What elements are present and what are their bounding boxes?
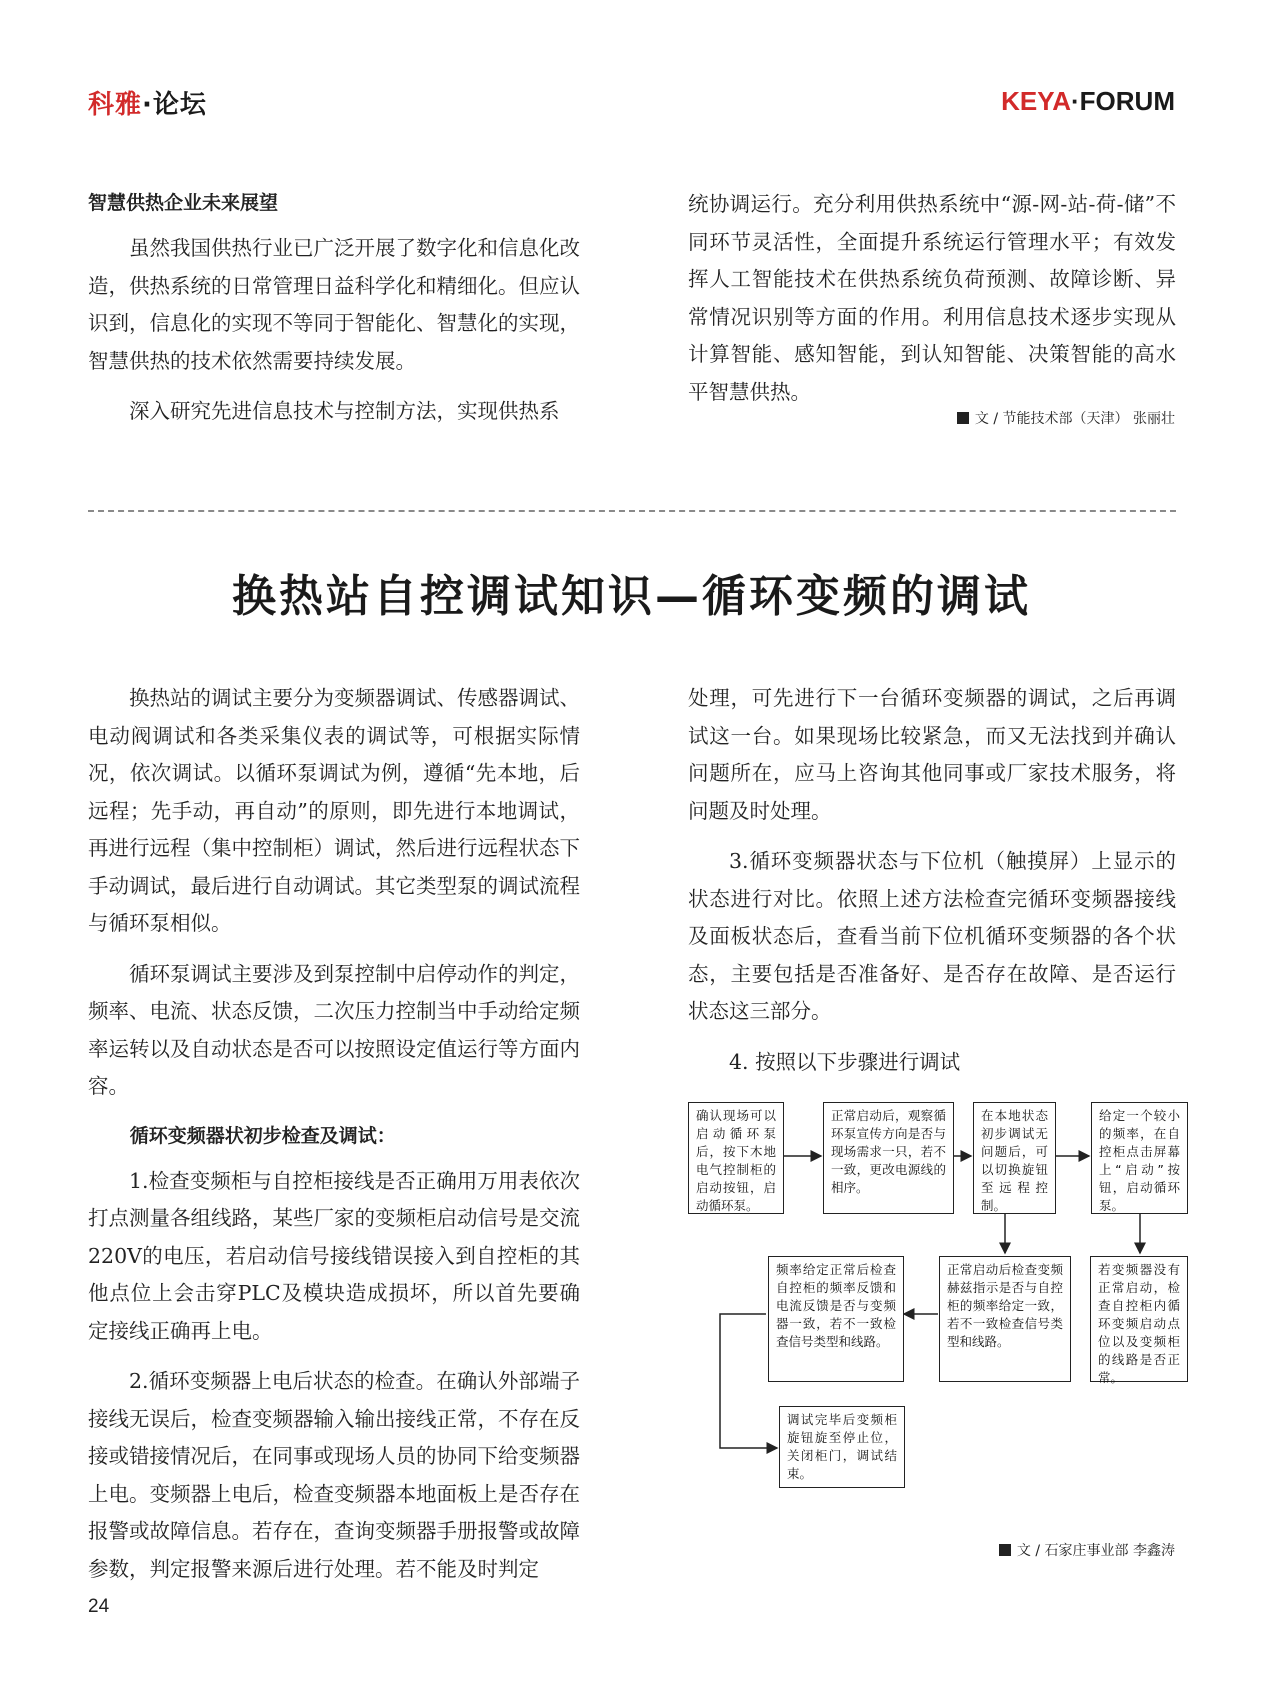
flow-step-6: 正常启动后检查变频赫兹指示是否与自控柜的频率给定一致，若不一致检查信号类型和线路。	[939, 1256, 1071, 1382]
masthead-brand-cn: 科雅	[88, 90, 143, 120]
article1-paragraph: 深入研究先进信息技术与控制方法，实现供热系	[129, 399, 560, 423]
masthead-section-en: ·FORUM	[1071, 86, 1175, 116]
article1-byline	[957, 408, 1175, 428]
article2-paragraph: 换热站的调试主要分为变频器调试、传感器调试、电动阀调试和各类采集仪表的调试等，可根据实际情况，依次调试。以循环泵调试为例，遵循“先本地，后远程；先手动，再自动”的原则，即先进行本地调试，再进行远程（集中控制柜）调试，然后进行远程状态下手动调试，最后进行自动调试。其它类型泵的调试流程与循环泵相似。	[88, 686, 580, 935]
byline-square-icon	[999, 1544, 1011, 1556]
article2-paragraph: 2.循环变频器上电后状态的检查。在确认外部端子接线无误后，检查变频器输入输出接线正常，不存在反接或错接情况后，在同事或现场人员的协同下给变频器上电。变频器上电后，检查变频器本地面板上是否存在报警或故障信息。若存在，查询变频器手册报警或故障参数，判定报警来源后进行处理。若不能及时判定	[88, 1369, 580, 1581]
article1-paragraph-cont: 统协调运行。充分利用供热系统中“源-网-站-荷-储”不同环节灵活性，全面提升系统运行管理水平；有效发挥人工智能技术在供热系统负荷预测、故障诊断、异常情况识别等方面的作用。利用信息技术逐步实现从计算智能、感知智能，到认知智能、决策智能的高水平智慧供热。	[688, 192, 1176, 404]
article2-left-column	[88, 680, 580, 1601]
article2-paragraph-cont: 处理，可先进行下一台循环变频器的调试，之后再调试这一台。如果现场比较紧急，而又无法找到并确认问题所在，应马上咨询其他同事或厂家技术服务，将问题及时处理。	[688, 686, 1176, 823]
article2-paragraph: 3.循环变频器状态与下位机（触摸屏）上显示的状态进行对比。依照上述方法检查完循环变频器接线及面板状态后，查看当前下位机循环变频器的各个状态，主要包括是否准备好、是否存在故障、是否运行状态这三部分。	[688, 849, 1176, 1023]
flow-step-5: 若变频器没有正常启动，检查自控柜内循环变频启动点位以及变频柜的线路是否正常。	[1090, 1256, 1188, 1382]
article2-byline-text: 文 / 石家庄事业部 李鑫涛	[1016, 1543, 1175, 1559]
article2-byline	[999, 1540, 1175, 1560]
article2-subheading: 循环变频器状初步检查及调试：	[129, 1124, 396, 1147]
flow-step-3: 在本地状态初步调试无问题后，可以切换旋钮至远程控制。	[973, 1102, 1056, 1214]
flow-step-8: 调试完毕后变频柜旋钮旋至停止位，关闭柜门，调试结束。	[779, 1406, 905, 1488]
article2-paragraph: 1.检查变频柜与自控柜接线是否正确用万用表依次打点测量各组线路，某些厂家的变频柜启动信号是交流220V的电压，若启动信号接线错误接入到自控柜的其他点位上会击穿PLC及模块造成损坏，所以首先要确定接线正确再上电。	[88, 1168, 580, 1343]
article1-byline-text: 文 / 节能技术部（天津） 张丽壮	[974, 411, 1175, 427]
masthead-left	[88, 84, 207, 121]
byline-square-icon	[957, 412, 969, 424]
page-number: 24	[88, 1596, 110, 1617]
flow-step-4: 给定一个较小的频率，在自控柜点击屏幕上“启动”按钮，启动循环泵。	[1091, 1102, 1188, 1214]
section-divider	[88, 510, 1176, 512]
flow-step-7: 频率给定正常后检查自控柜的频率反馈和电流反馈是否与变频器一致，若不一致检查信号类型和线路。	[768, 1256, 904, 1382]
article1-right-column	[688, 186, 1176, 424]
masthead-brand-en: KEYA	[1001, 86, 1072, 116]
masthead-right	[1001, 86, 1175, 117]
article1-heading: 智慧供热企业未来展望	[88, 192, 279, 214]
flow-step-1: 确认现场可以启动循环泵后，按下木地电气控制柜的启动按钮，启动循环泵。	[688, 1102, 784, 1214]
masthead-section-cn: ·论坛	[142, 90, 207, 120]
article2-paragraph: 循环泵调试主要涉及到泵控制中启停动作的判定，频率、电流、状态反馈，二次压力控制当中手动给定频率运转以及自动状态是否可以按照设定值运行等方面内容。	[88, 961, 580, 1098]
article1-paragraph: 虽然我国供热行业已广泛开展了数字化和信息化改造，供热系统的日常管理日益科学化和精细化。但应认识到，信息化的实现不等同于智能化、智慧化的实现，智慧供热的技术依然需要持续发展。	[88, 236, 580, 373]
article2-paragraph: 4. 按照以下步骤进行调试	[729, 1049, 961, 1074]
article2-title: 换热站自控调试知识—循环变频的调试	[232, 571, 1031, 622]
flow-step-2: 正常启动后，观察循环泵宣传方向是否与现场需求一只，若不一致，更改电源线的相序。	[823, 1102, 954, 1214]
article2-right-column	[688, 680, 1176, 1094]
article1-left-column	[88, 186, 580, 444]
